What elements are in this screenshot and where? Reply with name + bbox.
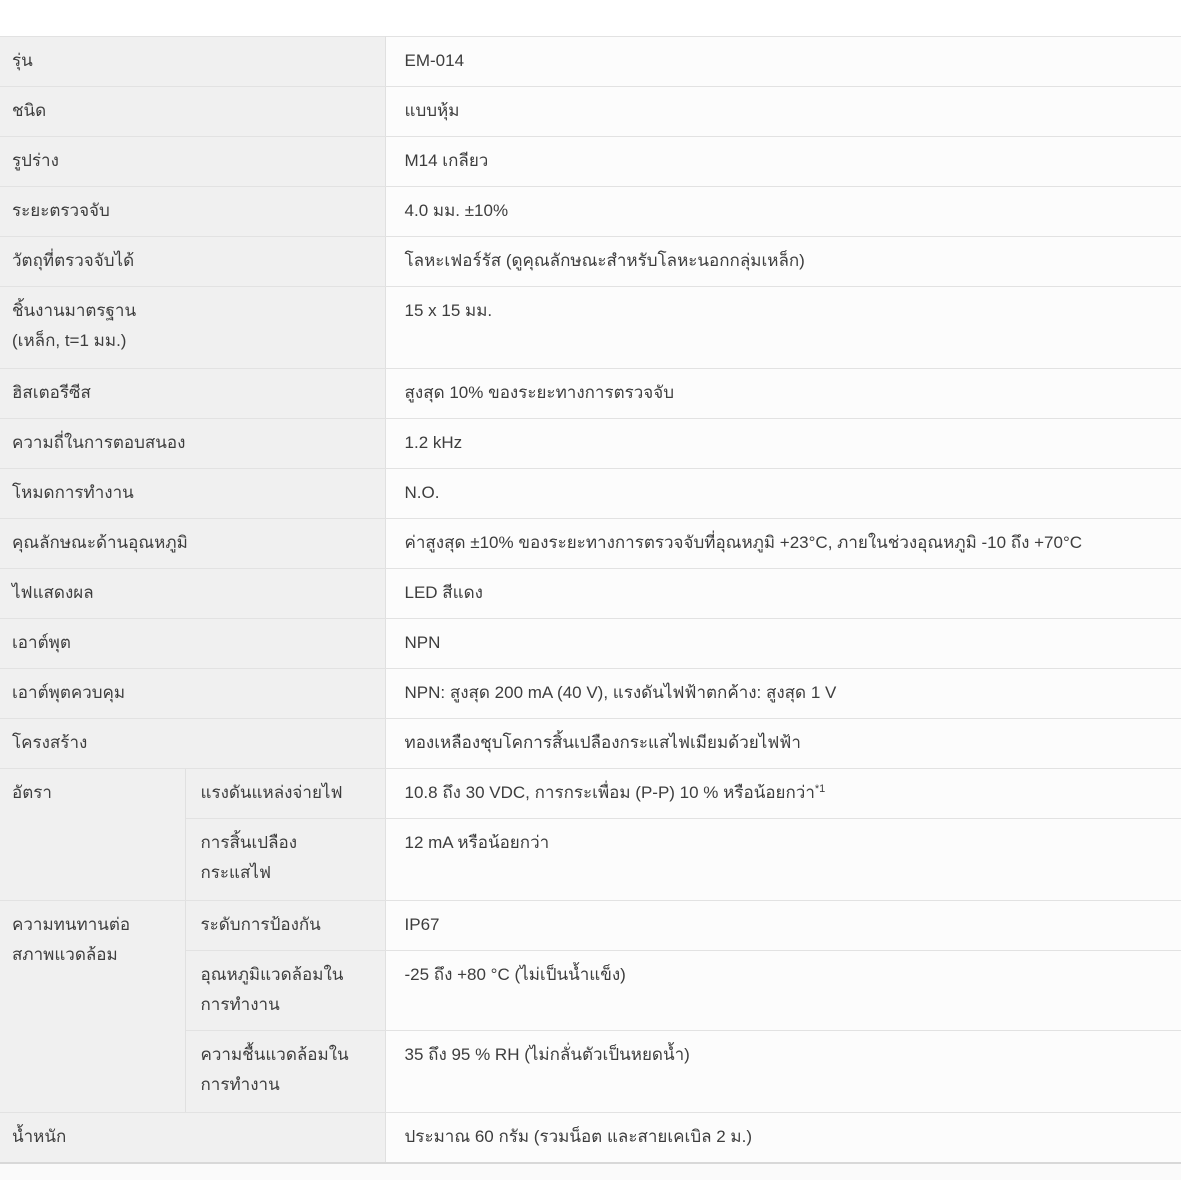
table-row	[0, 619, 1181, 669]
spec-value: ค่าสูงสุด ±10% ของระยะทางการตรวจจับที่อุณหภูมิ +23°C, ภายในช่วงอุณหภูมิ -10 ถึง +70°C	[385, 519, 1181, 569]
table-row	[0, 1113, 1181, 1164]
row-group-label-line: ความทนทานต่อ	[12, 915, 131, 934]
spec-label: ระยะตรวจจับ	[0, 187, 385, 237]
spec-value: NPN	[385, 619, 1181, 669]
spec-label-line: (เหล็ก, t=1 มม.)	[12, 331, 127, 350]
spec-value: M14 เกลียว	[385, 137, 1181, 187]
spec-label: เอาต์พุตควบคุม	[0, 669, 385, 719]
spec-value: LED สีแดง	[385, 569, 1181, 619]
footer-strip	[0, 1164, 1181, 1180]
spec-value: 12 mA หรือน้อยกว่า	[385, 819, 1181, 901]
sub-label-line: การทำงาน	[200, 1075, 280, 1094]
spec-label: รูปร่าง	[0, 137, 385, 187]
spec-value: NPN: สูงสุด 200 mA (40 V), แรงดันไฟฟ้าตกค้าง: สูงสุด 1 V	[385, 669, 1181, 719]
spec-value	[385, 769, 1181, 819]
table-row	[0, 569, 1181, 619]
spec-value: 1.2 kHz	[385, 419, 1181, 469]
spec-value-text: 10.8 ถึง 30 VDC, การกระเพื่อม (P-P) 10 % หรือน้อยกว่า	[404, 783, 815, 802]
table-row	[0, 769, 1181, 819]
spec-label: เอาต์พุต	[0, 619, 385, 669]
spec-value: ทองเหลืองชุบโคการสิ้นเปลืองกระแสไฟเมียมด้วยไฟฟ้า	[385, 719, 1181, 769]
table-row	[0, 419, 1181, 469]
sub-label-line: การทำงาน	[200, 995, 280, 1014]
table-row	[0, 237, 1181, 287]
sub-label-line: อุณหภูมิแวดล้อมใน	[200, 965, 344, 984]
spec-table	[0, 36, 1181, 1164]
spec-value: โลหะเฟอร์รัส (ดูคุณลักษณะสำหรับโลหะนอกกลุ่มเหล็ก)	[385, 237, 1181, 287]
spec-label: โครงสร้าง	[0, 719, 385, 769]
table-row	[0, 369, 1181, 419]
spec-value: แบบหุ้ม	[385, 87, 1181, 137]
spec-label: ไฟแสดงผล	[0, 569, 385, 619]
spec-value: ประมาณ 60 กรัม (รวมน็อต และสายเคเบิล 2 ม.)	[385, 1113, 1181, 1164]
sub-label	[185, 1031, 385, 1113]
spec-value: IP67	[385, 901, 1181, 951]
row-group-label: อัตรา	[0, 769, 185, 901]
table-row	[0, 287, 1181, 369]
spec-label: คุณลักษณะด้านอุณหภูมิ	[0, 519, 385, 569]
spec-label	[0, 287, 385, 369]
sub-label	[185, 819, 385, 901]
sub-label-line: ความชื้นแวดล้อมใน	[200, 1045, 349, 1064]
table-row	[0, 37, 1181, 87]
spec-value: N.O.	[385, 469, 1181, 519]
spec-label: น้ำหนัก	[0, 1113, 385, 1164]
row-group-label-line: สภาพแวดล้อม	[12, 945, 118, 964]
spec-label: ชนิด	[0, 87, 385, 137]
spec-value: 15 x 15 มม.	[385, 287, 1181, 369]
spec-value: 4.0 มม. ±10%	[385, 187, 1181, 237]
spec-value: -25 ถึง +80 °C (ไม่เป็นน้ำแข็ง)	[385, 951, 1181, 1031]
sub-label-line: กระแสไฟ	[200, 863, 271, 882]
spec-value: สูงสุด 10% ของระยะทางการตรวจจับ	[385, 369, 1181, 419]
table-row	[0, 901, 1181, 951]
spec-value: EM-014	[385, 37, 1181, 87]
spec-label-line: ชิ้นงานมาตรฐาน	[12, 301, 137, 320]
table-row	[0, 519, 1181, 569]
table-row	[0, 719, 1181, 769]
footnote-superscript: *1	[814, 783, 826, 795]
sub-label: ระดับการป้องกัน	[185, 901, 385, 951]
table-row	[0, 187, 1181, 237]
spec-label: ความถี่ในการตอบสนอง	[0, 419, 385, 469]
table-row	[0, 669, 1181, 719]
sub-label: แรงดันแหล่งจ่ายไฟ	[185, 769, 385, 819]
table-row	[0, 137, 1181, 187]
spec-value: 35 ถึง 95 % RH (ไม่กลั่นตัวเป็นหยดน้ำ)	[385, 1031, 1181, 1113]
table-row	[0, 469, 1181, 519]
spec-label: ฮิสเตอรีซีส	[0, 369, 385, 419]
row-group-label	[0, 901, 185, 1113]
sub-label	[185, 951, 385, 1031]
spec-label: โหมดการทำงาน	[0, 469, 385, 519]
sub-label-line: การสิ้นเปลือง	[200, 833, 297, 852]
table-row	[0, 87, 1181, 137]
spec-label: วัตถุที่ตรวจจับได้	[0, 237, 385, 287]
spec-label: รุ่น	[0, 37, 385, 87]
